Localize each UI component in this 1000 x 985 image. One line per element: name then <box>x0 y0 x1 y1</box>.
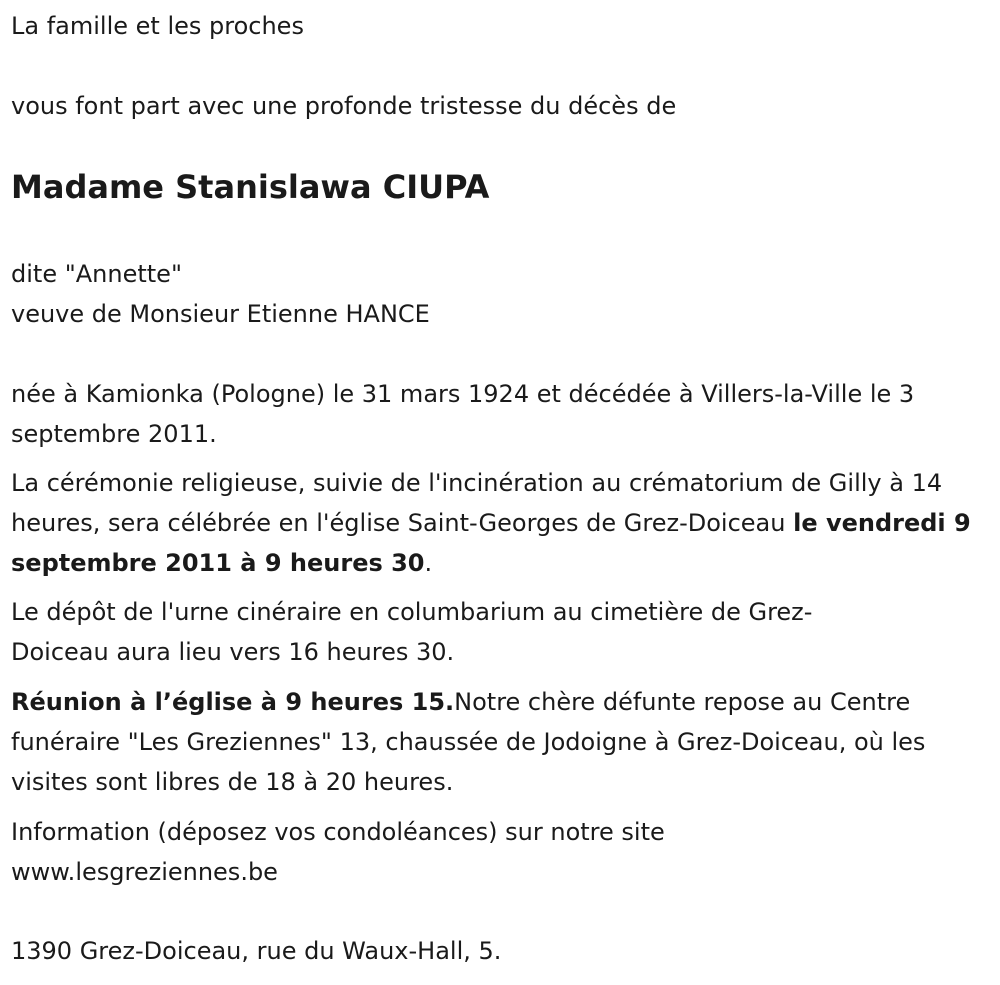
urn-paragraph: Le dépôt de l'urne cinéraire en columbarium au cimetière de Grez-Doiceau aura lieu vers 16 heures 30. <box>11 598 813 666</box>
info-paragraph: Information (déposez vos condoléances) sur notre site www.lesgreziennes.be <box>11 818 665 886</box>
intro-text: La famille et les proches <box>11 12 304 40</box>
repose-paragraph <box>11 682 986 802</box>
birth-death-text: née à Kamionka (Pologne) le 31 mars 1924 et décédée à Villers-la-Ville le 3 septembre 2011. <box>11 380 915 448</box>
ceremony-end: . <box>424 549 433 577</box>
deceased-name: Madame Stanislawa CIUPA <box>11 168 490 206</box>
nickname-text: dite "Annette" <box>11 260 182 288</box>
ceremony-text: La cérémonie religieuse, suivie de l'incinération au crématorium de Gilly à 14 heures, sera célébrée en l'église Saint-Georges de Grez-Doiceau <box>11 469 943 537</box>
address-text: 1390 Grez-Doiceau, rue du Waux-Hall, 5. <box>11 937 502 965</box>
announcement-text: vous font part avec une profonde tristesse du décès de <box>11 92 677 120</box>
meeting-text: Réunion à l’église à 9 heures 15. <box>11 688 455 716</box>
ceremony-paragraph <box>11 463 986 583</box>
ceremony-date: le vendredi 9 septembre 2011 à 9 heures 30 <box>11 509 971 577</box>
widow-text: veuve de Monsieur Etienne HANCE <box>11 300 430 328</box>
repose-text: Notre chère défunte repose au Centre funéraire "Les Greziennes" 13, chaussée de Jodoigne à Grez-Doiceau, où les visites sont libres de 18 à 20 heures. <box>11 688 926 796</box>
